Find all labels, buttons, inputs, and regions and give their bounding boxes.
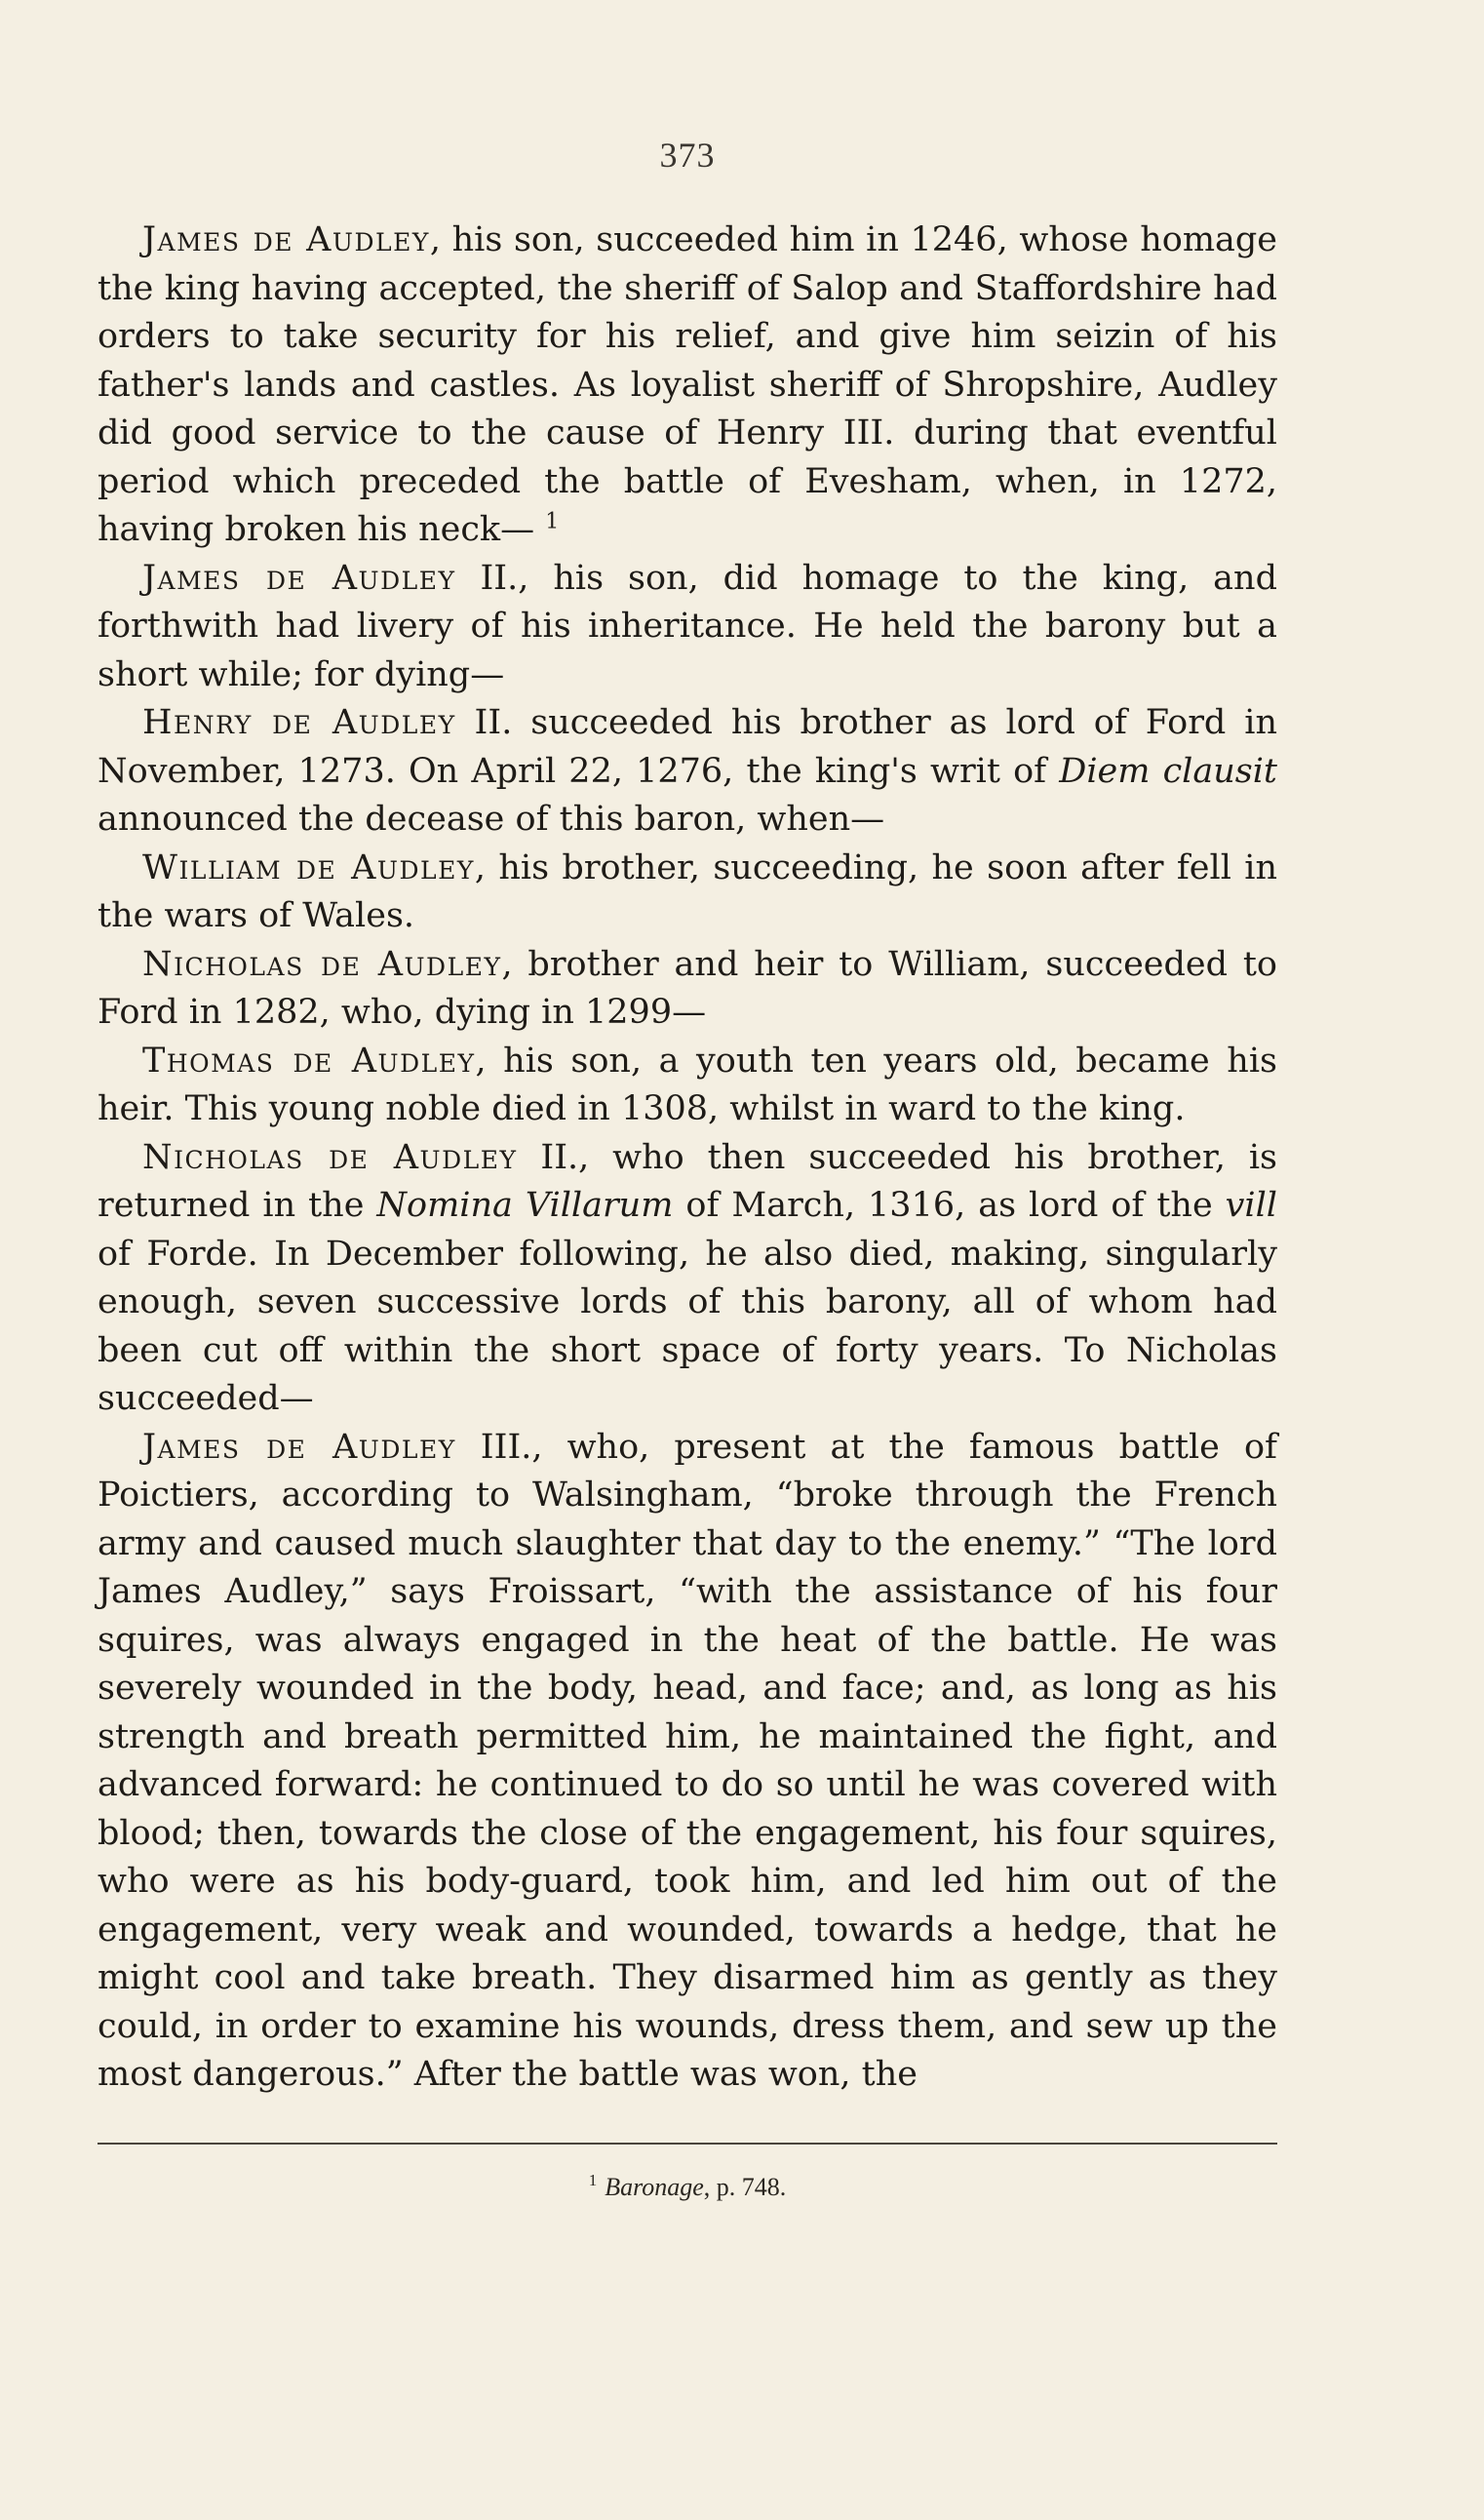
paragraph-text: , brother and heir to William, succeeded to Ford in 1282, who, dying in 1299— [98, 944, 1278, 1032]
italic-term: Diem clausit [1059, 751, 1277, 791]
paragraph-text: II. succeeded his brother as lord of Ford in November, 1273. On April 22, 1276, the king's writ of [98, 703, 1277, 791]
person-name: James de Audley [142, 1427, 456, 1467]
paragraph-nicholas-de-audley-ii [98, 1134, 1277, 1424]
person-name: William de Audley [142, 847, 475, 887]
paragraph-text: , his son, a youth ten years old, became his heir. This young noble died in 1308, whilst in ward to the king. [98, 1041, 1277, 1128]
footnote-mark: 1 [588, 2171, 598, 2190]
italic-term: Nomina Villarum [376, 1186, 674, 1225]
person-name: Thomas de Audley [142, 1041, 476, 1081]
person-name: Nicholas de Audley [142, 1137, 518, 1177]
paragraph-text: of March, 1316, as lord of the [673, 1186, 1226, 1225]
footnote [0, 2173, 1375, 2202]
paragraph-text: announced the decease of this baron, when— [98, 800, 885, 839]
footnote-reference[interactable]: 1 [545, 509, 560, 534]
footnote-title: Baronage [605, 2173, 704, 2201]
person-name: Nicholas de Audley [142, 944, 502, 984]
paragraph-text: II., who then succeeded his brother, is returned in the [98, 1137, 1277, 1225]
paragraph-text: , his son, succeeded him in 1246, whose homage the king having accepted, the sheriff of Salop and Staffordshire had orders to take security for his relief, and give him seizin of his father's lands and castles. As loyalist sheriff of Shropshire, Audley did good service to the cause of Henry III. during that eventful period which preceded the battle of Evesham, when, in 1272, having broken his neck— [98, 220, 1277, 549]
person-name: Henry de Audley [142, 703, 456, 742]
person-name: James de Audley [142, 220, 430, 259]
paragraph-james-de-audley [98, 217, 1277, 555]
page-number: 373 [659, 136, 716, 175]
paragraph-james-de-audley-ii [98, 555, 1277, 700]
footnote-text: , p. 748. [703, 2173, 787, 2201]
paragraph-text: III., who, present at the famous battle of Poictiers, according to Walsingham, “broke through the French army and caused much slaughter that day to the enemy.” “The lord James Audley,” says Froissart, “with the assistance of his four squires, was always engaged in the heat of the battle. He was severely wounded in the body, head, and face; and, as long as his strength and breath permitted him, he maintained the fight, and advanced forward: he continued to do so until he was covered with blood; then, towards the close of the engagement, his four squires, who were as his body-guard, took him, and led him out of the engagement, very weak and wounded, towards a hedge, that he might cool and take breath. They disarmed him as gently as they could, in order to examine his wounds, dress them, and sew up the most dangerous.” After the battle was won, the [98, 1427, 1277, 2094]
paragraph-nicholas-de-audley [98, 941, 1277, 1038]
person-name: James de Audley [142, 558, 456, 598]
paragraph-james-de-audley-iii [98, 1424, 1277, 2100]
footnote-divider [98, 2143, 1277, 2145]
paragraph-text: , his brother, succeeding, he soon after fell in the wars of Wales. [98, 847, 1277, 935]
paragraph-henry-de-audley-ii [98, 699, 1277, 845]
paragraph-thomas-de-audley [98, 1038, 1277, 1134]
paragraph-text: of Forde. In December following, he also died, making, singularly enough, seven successive lords of this barony, all of whom had been cut off within the short space of forty years. To Nicholas succeeded— [98, 1234, 1277, 1418]
paragraph-william-de-audley [98, 845, 1277, 941]
italic-term: vill [1225, 1186, 1277, 1225]
paragraph-text: II., his son, did homage to the king, and forthwith had livery of his inheritance. He held the barony but a short while; for dying— [98, 558, 1277, 694]
main-text [98, 217, 1277, 2100]
